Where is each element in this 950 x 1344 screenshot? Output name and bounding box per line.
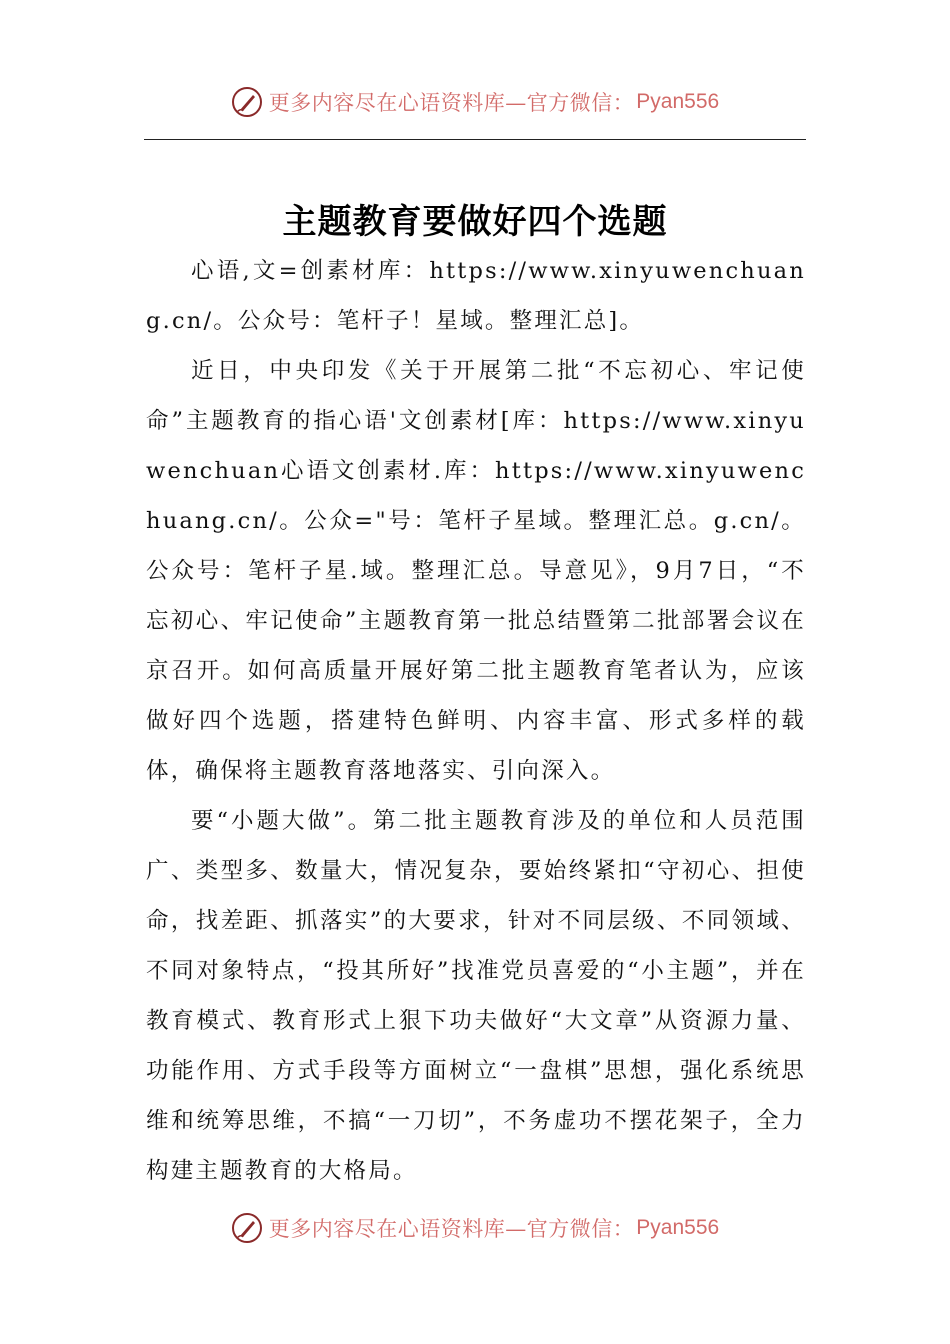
paragraph-3: 要“小题大做”。第二批主题教育涉及的单位和人员范围广、类型多、数量大，情况复杂，要始终紧扣“守初心、担使命，找差距、抓落实”的大要求，针对不同层级、不同领域、不同对象特点，“投其所好”找准党员喜爱的“小主题”，并在教育模式、教育形式上狠下功夫做好“大文章”从资源力量、功能作用、方式手段等方面树立“一盘棋”思想，强化系统思维和统筹思维，不搞“一刀切”，不务虚功不摆花架子，全力构建主题教育的大格局。: [146, 808, 806, 1184]
quill-logo-icon: [231, 86, 263, 118]
header-banner-text: 更多内容尽在心语资料库—官方微信：: [268, 91, 635, 115]
footer-banner-text: 更多内容尽在心语资料库—官方微信：: [268, 1217, 635, 1241]
footer-banner: [0, 1208, 950, 1248]
paragraph-2: 近日，中央印发《关于开展第二批“不忘初心、牢记使命”主题教育的指心语'文创素材[库：https://www.xinyuwenchuan心语文创素材.库：https://www.xinyuwenchuang.cn/。公众="号：笔杆子星域。整理汇总。g.cn/。公众号：笔杆子星.域。整理汇总。导意见》，9月7日，“不忘初心、牢记使命”主题教育第一批总结暨第二批部署会议在京召开。如何高质量开展好第二批主题教育笔者认为，应该做好四个选题，搭建特色鲜明、内容丰富、形式多样的载体，确保将主题教育落地落实、引向深入。: [146, 358, 806, 784]
footer-banner-handle: Pyan556: [636, 1216, 720, 1239]
document-body: [146, 246, 806, 1196]
header-divider: [144, 139, 806, 140]
quill-logo-icon: [231, 1212, 263, 1244]
header-banner: [0, 82, 950, 122]
paragraph-1: 心语,文=创素材库：https://www.xinyuwenchuang.cn/。公众号：笔杆子！星域。整理汇总]。: [146, 258, 806, 334]
document-title: 主题教育要做好四个选题: [282, 202, 668, 242]
header-banner-handle: Pyan556: [636, 90, 720, 113]
